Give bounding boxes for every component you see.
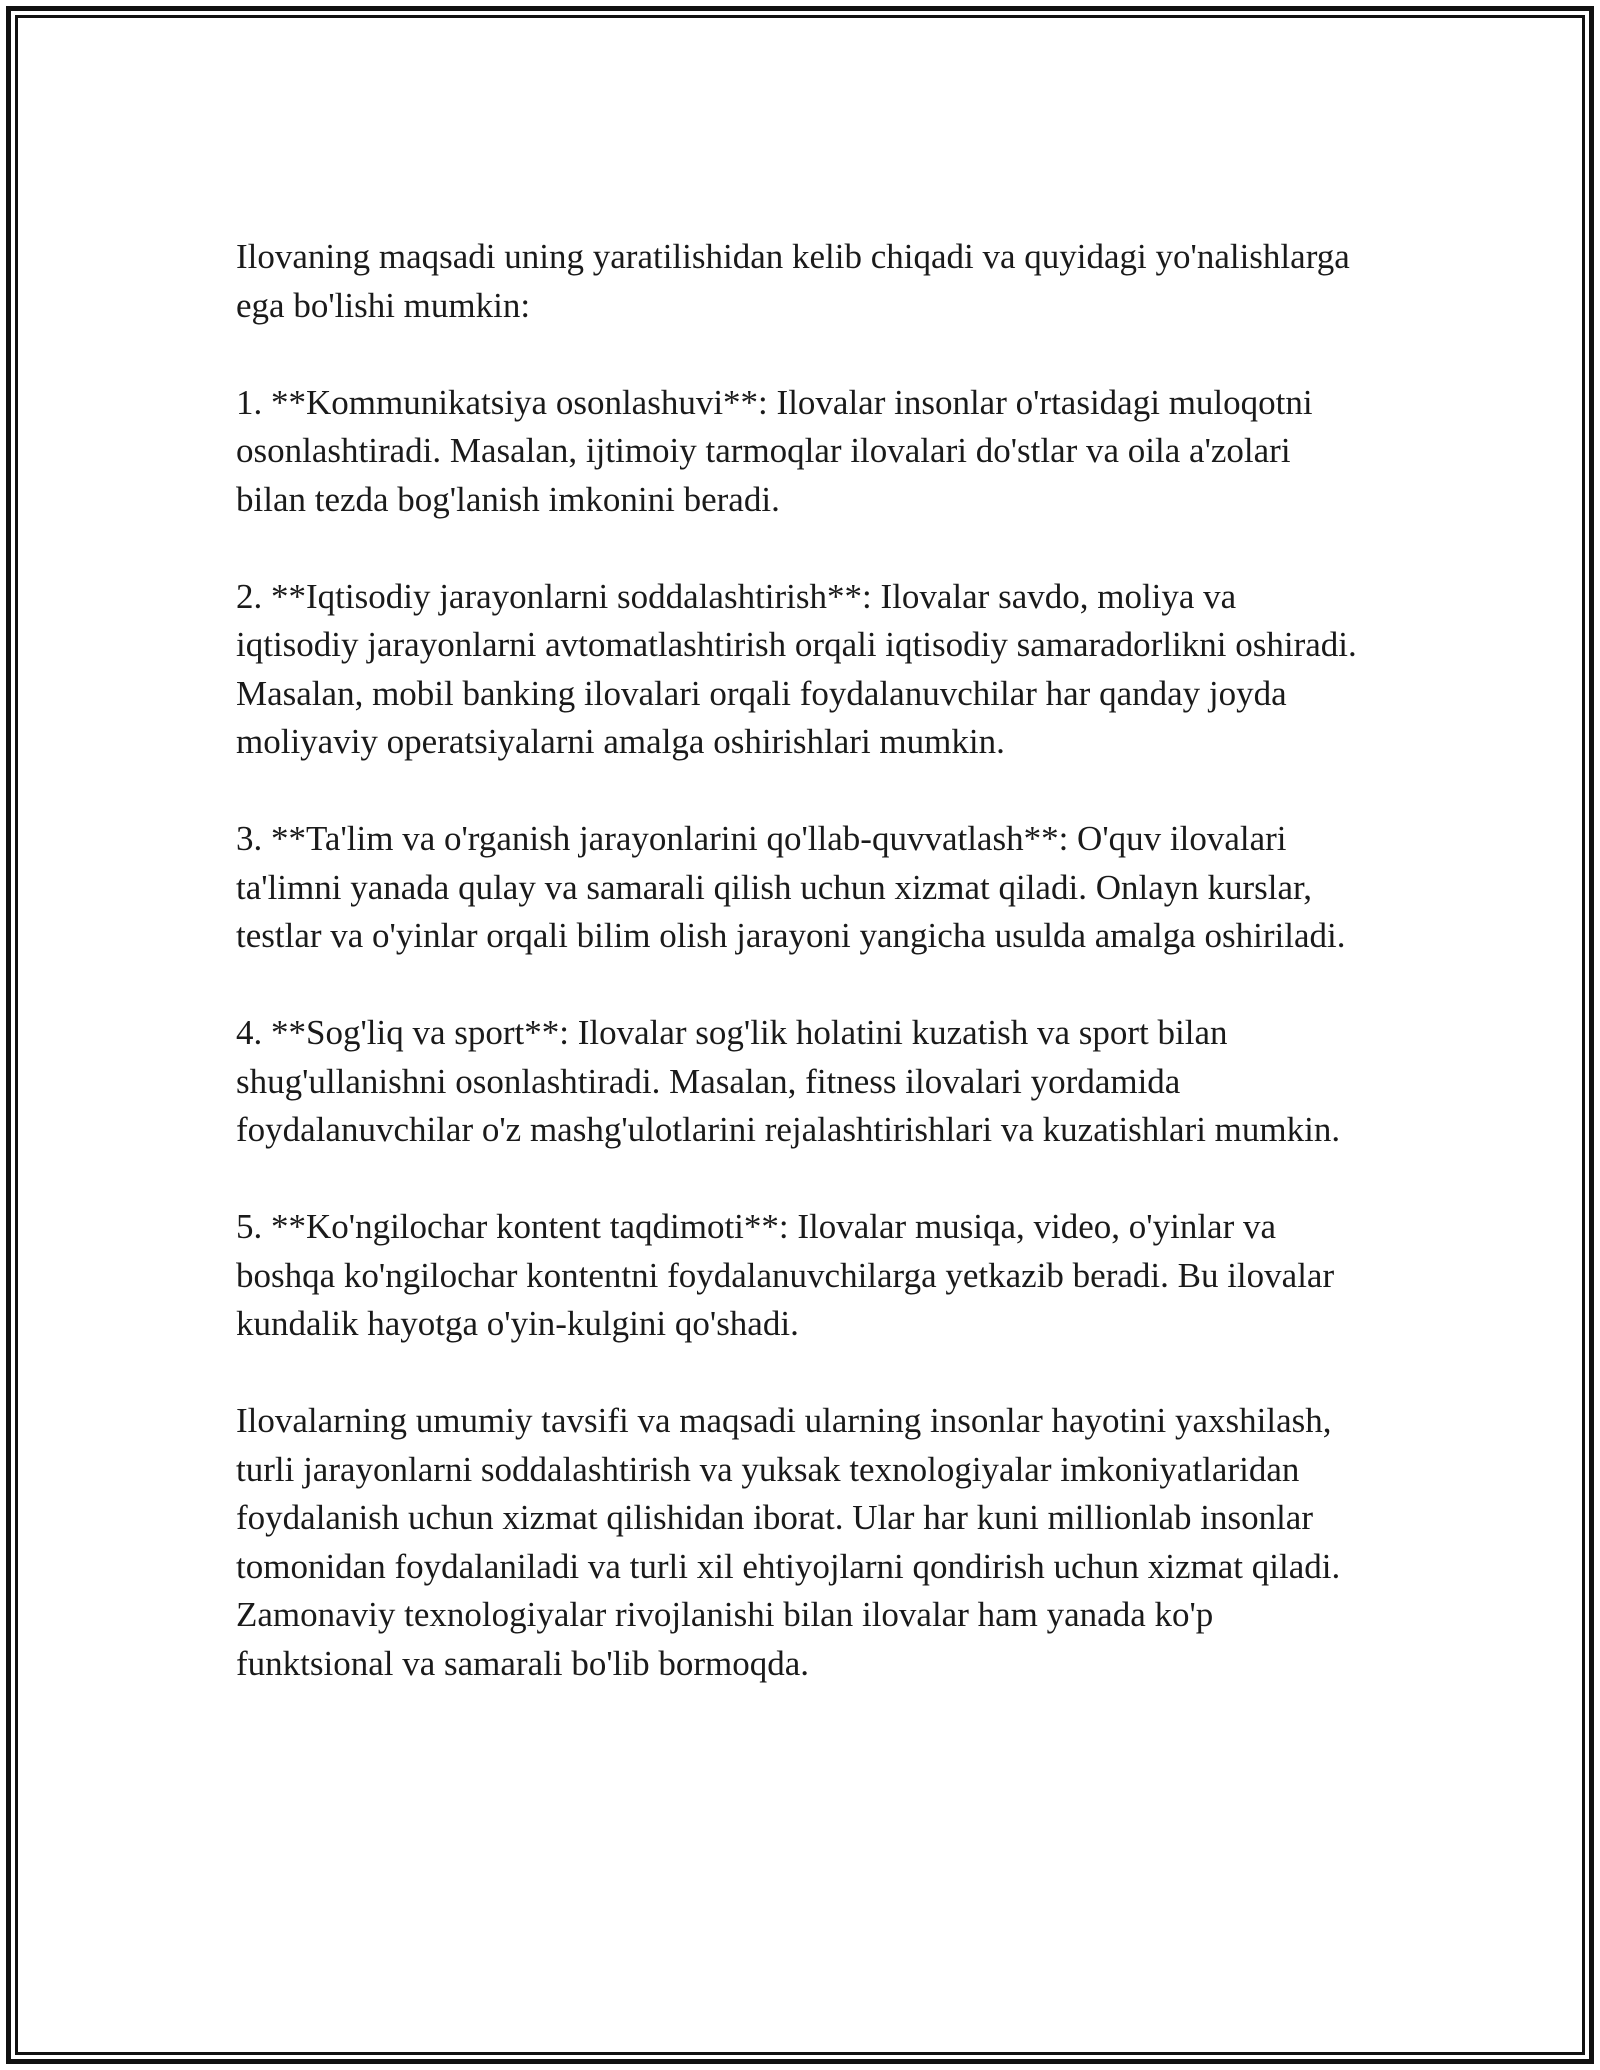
list-item-education: 3. **Ta'lim va o'rganish jarayonlarini qo'llab-quvvatlash**: O'quv ilovalari ta'limni yanada qulay va samarali qilish uchun xizmat qiladi. Onlayn kurslar, testlar va o'yinlar orqali bilim olish jarayoni yangicha usulda amalga oshiriladi. bbox=[236, 819, 1346, 955]
list-item-entertainment: 5. **Ko'ngilochar kontent taqdimoti**: Ilovalar musiqa, video, o'yinlar va boshqa ko'ngilochar kontentni foydalanuvchilarga yetkazib beradi. Bu ilovalar kundalik hayotga o'yin-kulgini qo'shadi. bbox=[236, 1207, 1335, 1343]
list-item-communication: 1. **Kommunikatsiya osonlashuvi**: Ilovalar insonlar o'rtasidagi muloqotni osonlashtiradi. Masalan, ijtimoiy tarmoqlar ilovalari do'stlar va oila a'zolari bilan tezda bog'lanish imkonini beradi. bbox=[236, 382, 1313, 519]
document-body bbox=[236, 233, 1366, 1688]
list-item-health-sport: 4. **Sog'liq va sport**: Ilovalar sog'lik holatini kuzatish va sport bilan shug'ullanishni osonlashtiradi. Masalan, fitness ilovalari yordamida foydalanuvchilar o'z mashg'ulotlarini rejalashtirishlari va kuzatishlari mumkin. bbox=[236, 1013, 1341, 1149]
intro-paragraph: Ilovaning maqsadi uning yaratilishidan kelib chiqadi va quyidagi yo'nalishlarga ega bo'lishi mumkin: bbox=[236, 237, 1350, 325]
list-item-economy: 2. **Iqtisodiy jarayonlarni soddalashtirish**: Ilovalar savdo, moliya va iqtisodiy jarayonlarni avtomatlashtirish orqali iqtisodiy samaradorlikni oshiradi. Masalan, mobil banking ilovalari orqali foydalanuvchilar har qanday joyda moliyaviy operatsiyalarni amalga oshirishlari mumkin. bbox=[236, 576, 1357, 761]
conclusion-paragraph: Ilovalarning umumiy tavsifi va maqsadi ularning insonlar hayotini yaxshilash, turli jarayonlarni soddalashtirish va yuksak texnologiyalar imkoniyatlaridan foydalanish uchun xizmat qilishidan iborat. Ular har kuni millionlab insonlar tomonidan foydalaniladi va turli xil ehtiyojlarni qondirish uchun xizmat qiladi. Zamonaviy texnologiyalar rivojlanishi bilan ilovalar ham yanada ko'p funktsional va samarali bo'lib bormoqda. bbox=[236, 1401, 1341, 1683]
